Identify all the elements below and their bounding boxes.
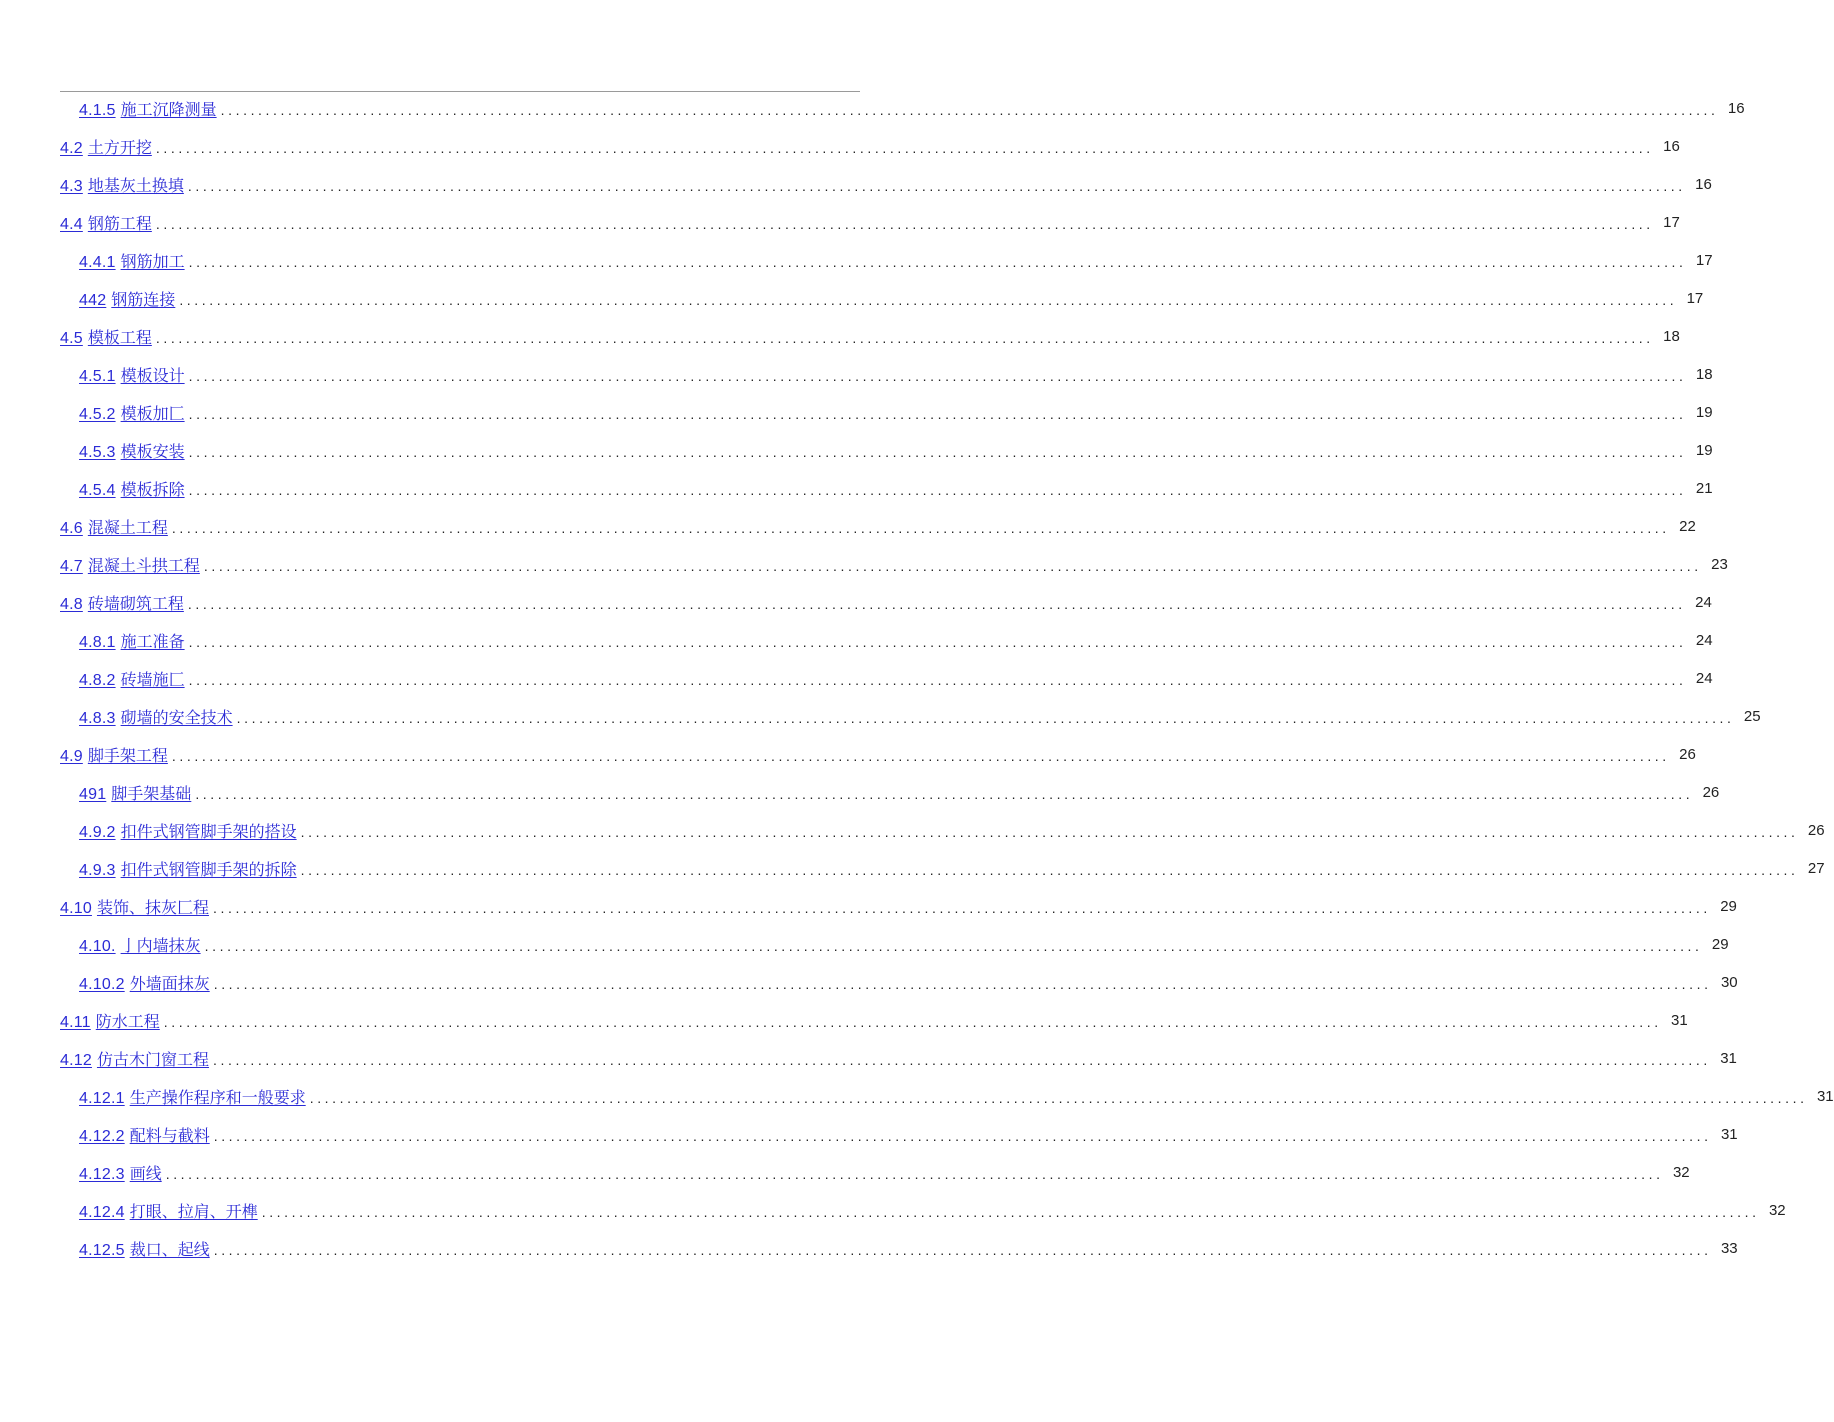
toc-entry-number: 4.6 <box>60 519 83 537</box>
toc-dot-leader: ........................................................................................................................................................................................................ <box>165 1166 1664 1182</box>
toc-dot-leader: ........................................................................................................................................................................................................ <box>171 520 1670 536</box>
toc-entry-title: 钢筋加工 <box>120 253 185 271</box>
toc-dot-leader: ........................................................................................................................................................................................................ <box>220 102 1719 118</box>
toc-entry-link[interactable] <box>79 401 185 424</box>
toc-page-number: 26 <box>1679 745 1696 763</box>
toc-entry <box>0 469 1713 507</box>
toc-entry-number: 4.9.2 <box>79 823 116 841</box>
toc-dot-leader: ........................................................................................................................................................................................................ <box>212 900 1711 916</box>
toc-entry <box>0 811 1825 849</box>
toc-dot-leader: ........................................................................................................................................................................................................ <box>300 824 1799 840</box>
toc-entry <box>0 1191 1786 1229</box>
toc-entry-title: 脚手架基础 <box>111 785 192 803</box>
toc-page-number: 31 <box>1720 1125 1738 1143</box>
toc-entry-title: 脚手架工程 <box>87 747 168 765</box>
toc-entry-link[interactable] <box>79 971 210 994</box>
toc-dot-leader: ........................................................................................................................................................................................................ <box>213 1128 1712 1144</box>
toc-entry-title: 扣件式钢管脚手架的搭设 <box>120 823 297 841</box>
toc-dot-leader: ........................................................................................................................................................................................................ <box>188 672 1687 688</box>
toc-entry-number: 4.8.2 <box>79 671 116 689</box>
toc-entry-link[interactable] <box>79 1237 210 1260</box>
toc-dot-leader: ........................................................................................................................................................................................................ <box>155 330 1654 346</box>
toc-entry-link[interactable] <box>79 819 297 842</box>
toc-entry-link[interactable] <box>79 781 191 804</box>
toc-entry-title: 扣件式钢管脚手架的拆除 <box>120 861 297 879</box>
toc-entry-title: 地基灰土换填 <box>87 177 184 195</box>
toc-page-number: 24 <box>1695 593 1712 611</box>
toc-entry-link[interactable] <box>79 477 185 500</box>
toc-entry-number: 4.2 <box>60 139 83 157</box>
toc-entry-title: 钢筋连接 <box>111 291 176 309</box>
toc-entry-number: 4.8.1 <box>79 633 116 651</box>
toc-page-number: 26 <box>1807 821 1825 839</box>
toc-dot-leader: ........................................................................................................................................................................................................ <box>187 596 1686 612</box>
toc-dot-leader: ........................................................................................................................................................................................................ <box>155 140 1654 156</box>
toc-entry-number: 4.5.1 <box>79 367 116 385</box>
toc-entry-number: 4.3 <box>60 177 83 195</box>
toc-entry-number: 4.10.2 <box>79 975 125 993</box>
toc-entry-title: 外墙面抹灰 <box>129 975 210 993</box>
toc-entry-number: 4.11 <box>60 1013 91 1031</box>
toc-entry-title: 模板设计 <box>120 367 185 385</box>
toc-page-number: 30 <box>1720 973 1738 991</box>
toc-entry <box>0 241 1713 279</box>
toc-dot-leader: ........................................................................................................................................................................................................ <box>155 216 1654 232</box>
toc-entry-title: 装饰、抹灰匚程 <box>96 899 209 917</box>
toc-entry <box>0 887 1737 925</box>
toc-entry-title: 模板安装 <box>120 443 185 461</box>
toc-entry-link[interactable] <box>60 1047 209 1070</box>
toc-entry-link[interactable] <box>60 1009 160 1032</box>
toc-entry-link[interactable] <box>79 287 175 310</box>
toc-entry <box>0 697 1761 735</box>
toc-entry-title: 画线 <box>129 1165 162 1183</box>
toc-entry-number: 4.9 <box>60 747 83 765</box>
toc-entry-number: 4.5.4 <box>79 481 116 499</box>
toc-entry-number: 4.5.2 <box>79 405 116 423</box>
toc-entry <box>0 393 1713 431</box>
table-of-contents <box>0 89 1834 1267</box>
toc-entry-number: 4.12.4 <box>79 1203 125 1221</box>
toc-entry-link[interactable] <box>60 135 152 158</box>
toc-entry-link[interactable] <box>79 97 217 120</box>
toc-dot-leader: ........................................................................................................................................................................................................ <box>213 1242 1712 1258</box>
toc-entry-title: 亅内墙抹灰 <box>120 937 201 955</box>
toc-entry-title: 钢筋工程 <box>87 215 152 233</box>
toc-entry-link[interactable] <box>79 667 185 690</box>
toc-page-number: 31 <box>1816 1087 1834 1105</box>
toc-page-number: 16 <box>1663 137 1680 155</box>
toc-entry-link[interactable] <box>79 857 297 880</box>
toc-entry-title: 混凝土斗拱工程 <box>87 557 200 575</box>
toc-entry-title: 砌墙的安全技术 <box>120 709 233 727</box>
toc-page-number: 16 <box>1727 99 1745 117</box>
toc-entry-link[interactable] <box>79 363 185 386</box>
toc-entry <box>0 317 1680 355</box>
toc-entry-link[interactable] <box>60 591 184 614</box>
toc-dot-leader: ........................................................................................................................................................................................................ <box>171 748 1670 764</box>
toc-page-number: 31 <box>1720 1049 1737 1067</box>
toc-entry-number: 4.12.3 <box>79 1165 125 1183</box>
toc-page-number: 29 <box>1711 935 1729 953</box>
toc-entry-link[interactable] <box>60 553 200 576</box>
toc-dot-leader: ........................................................................................................................................................................................................ <box>188 482 1687 498</box>
toc-dot-leader: ........................................................................................................................................................................................................ <box>309 1090 1808 1106</box>
toc-entry <box>0 545 1728 583</box>
toc-entry <box>0 355 1713 393</box>
toc-page-number: 31 <box>1671 1011 1688 1029</box>
toc-entry <box>0 659 1713 697</box>
toc-entry-number: 4.12 <box>60 1051 92 1069</box>
toc-page-number: 18 <box>1663 327 1680 345</box>
toc-entry-number: 4.7 <box>60 557 83 575</box>
toc-entry-number: 491 <box>79 785 107 803</box>
toc-dot-leader: ........................................................................................................................................................................................................ <box>195 786 1694 802</box>
toc-page-number: 29 <box>1720 897 1737 915</box>
toc-dot-leader: ........................................................................................................................................................................................................ <box>188 254 1687 270</box>
toc-entry <box>0 279 1704 317</box>
toc-dot-leader: ........................................................................................................................................................................................................ <box>188 406 1687 422</box>
toc-entry-title: 土方开挖 <box>87 139 152 157</box>
toc-entry <box>0 1115 1738 1153</box>
toc-entry-link[interactable] <box>79 933 201 956</box>
toc-page-number: 19 <box>1695 403 1713 421</box>
toc-entry-link[interactable] <box>79 629 185 652</box>
toc-entry-title: 施工沉降测量 <box>120 101 217 119</box>
toc-entry <box>0 1153 1690 1191</box>
toc-entry-title: 模板拆除 <box>120 481 185 499</box>
toc-dot-leader: ........................................................................................................................................................................................................ <box>213 976 1712 992</box>
toc-entry-number: 4.5 <box>60 329 83 347</box>
toc-entry-number: 4.9.3 <box>79 861 116 879</box>
toc-entry-link[interactable] <box>79 249 185 272</box>
toc-entry-number: 4.10. <box>79 937 116 955</box>
toc-entry-number: 4.5.3 <box>79 443 116 461</box>
toc-entry-title: 裁口、起线 <box>129 1241 210 1259</box>
toc-entry-title: 施工准备 <box>120 633 185 651</box>
toc-dot-leader: ........................................................................................................................................................................................................ <box>204 938 1703 954</box>
toc-entry-number: 4.8.3 <box>79 709 116 727</box>
toc-entry-title: 砖墙施匚 <box>120 671 185 689</box>
toc-dot-leader: ........................................................................................................................................................................................................ <box>261 1204 1760 1220</box>
toc-entry-number: 4.4.1 <box>79 253 116 271</box>
toc-page-number: 17 <box>1663 213 1680 231</box>
toc-entry-number: 4.12.2 <box>79 1127 125 1145</box>
toc-entry <box>0 203 1680 241</box>
toc-entry-link[interactable] <box>60 515 168 538</box>
toc-entry-title: 防水工程 <box>95 1013 160 1031</box>
toc-entry-link[interactable] <box>79 1161 162 1184</box>
toc-page-number: 32 <box>1672 1163 1690 1181</box>
toc-page-number: 33 <box>1720 1239 1738 1257</box>
toc-dot-leader: ........................................................................................................................................................................................................ <box>212 1052 1711 1068</box>
toc-entry-number: 4.1.5 <box>79 101 116 119</box>
toc-page-number: 25 <box>1743 707 1761 725</box>
toc-entry-link[interactable] <box>79 1123 210 1146</box>
toc-entry-title: 打眼、拉肩、开榫 <box>129 1203 258 1221</box>
toc-entry <box>0 925 1729 963</box>
toc-entry-title: 仿古木门窗工程 <box>96 1051 209 1069</box>
toc-entry-link[interactable] <box>60 173 184 196</box>
toc-entry-link[interactable] <box>60 895 209 918</box>
toc-entry-number: 4.12.1 <box>79 1089 125 1107</box>
toc-entry-link[interactable] <box>60 211 152 234</box>
toc-entry <box>0 621 1713 659</box>
toc-dot-leader: ........................................................................................................................................................................................................ <box>163 1014 1662 1030</box>
toc-entry-link[interactable] <box>60 743 168 766</box>
toc-entry <box>0 89 1745 127</box>
toc-entry <box>0 431 1713 469</box>
toc-dot-leader: ........................................................................................................................................................................................................ <box>300 862 1799 878</box>
toc-dot-leader: ........................................................................................................................................................................................................ <box>187 178 1686 194</box>
toc-entry <box>0 583 1712 621</box>
toc-entry-link[interactable] <box>79 439 185 462</box>
toc-page-number: 17 <box>1686 289 1704 307</box>
toc-entry-link[interactable] <box>79 1085 306 1108</box>
toc-entry-number: 4.12.5 <box>79 1241 125 1259</box>
toc-entry <box>0 1077 1834 1115</box>
toc-entry <box>0 127 1680 165</box>
toc-dot-leader: ........................................................................................................................................................................................................ <box>203 558 1702 574</box>
toc-entry <box>0 963 1738 1001</box>
toc-page-number: 22 <box>1679 517 1696 535</box>
toc-dot-leader: ........................................................................................................................................................................................................ <box>188 368 1687 384</box>
toc-dot-leader: ........................................................................................................................................................................................................ <box>179 292 1678 308</box>
toc-entry <box>0 773 1720 811</box>
toc-entry <box>0 1039 1737 1077</box>
toc-dot-leader: ........................................................................................................................................................................................................ <box>188 444 1687 460</box>
toc-entry-link[interactable] <box>79 1199 258 1222</box>
toc-page-number: 21 <box>1695 479 1713 497</box>
toc-entry-number: 4.8 <box>60 595 83 613</box>
toc-page-number: 23 <box>1711 555 1728 573</box>
toc-entry-title: 配料与截料 <box>129 1127 210 1145</box>
toc-entry <box>0 1229 1738 1267</box>
toc-page-number: 32 <box>1768 1201 1786 1219</box>
toc-entry-number: 4.4 <box>60 215 83 233</box>
toc-entry-title: 混凝土工程 <box>87 519 168 537</box>
toc-page-number: 26 <box>1702 783 1720 801</box>
toc-entry-link[interactable] <box>60 325 152 348</box>
toc-entry <box>0 735 1696 773</box>
toc-entry-title: 砖墙砌筑工程 <box>87 595 184 613</box>
toc-page-number: 19 <box>1695 441 1713 459</box>
toc-page-number: 18 <box>1695 365 1713 383</box>
toc-entry <box>0 849 1825 887</box>
toc-dot-leader: ........................................................................................................................................................................................................ <box>236 710 1735 726</box>
toc-entry <box>0 507 1696 545</box>
toc-page-number: 24 <box>1695 669 1713 687</box>
toc-page-number: 17 <box>1695 251 1713 269</box>
toc-dot-leader: ........................................................................................................................................................................................................ <box>188 634 1687 650</box>
toc-entry <box>0 165 1712 203</box>
toc-page-number: 27 <box>1807 859 1825 877</box>
toc-entry-number: 4.10 <box>60 899 92 917</box>
toc-page-number: 16 <box>1695 175 1712 193</box>
toc-entry-title: 模板工程 <box>87 329 152 347</box>
toc-page-number: 24 <box>1695 631 1713 649</box>
toc-entry-link[interactable] <box>79 705 233 728</box>
toc-entry <box>0 1001 1688 1039</box>
toc-entry-number: 442 <box>79 291 107 309</box>
toc-entry-title: 模板加匚 <box>120 405 185 423</box>
toc-entry-title: 生产操作程序和一般要求 <box>129 1089 306 1107</box>
